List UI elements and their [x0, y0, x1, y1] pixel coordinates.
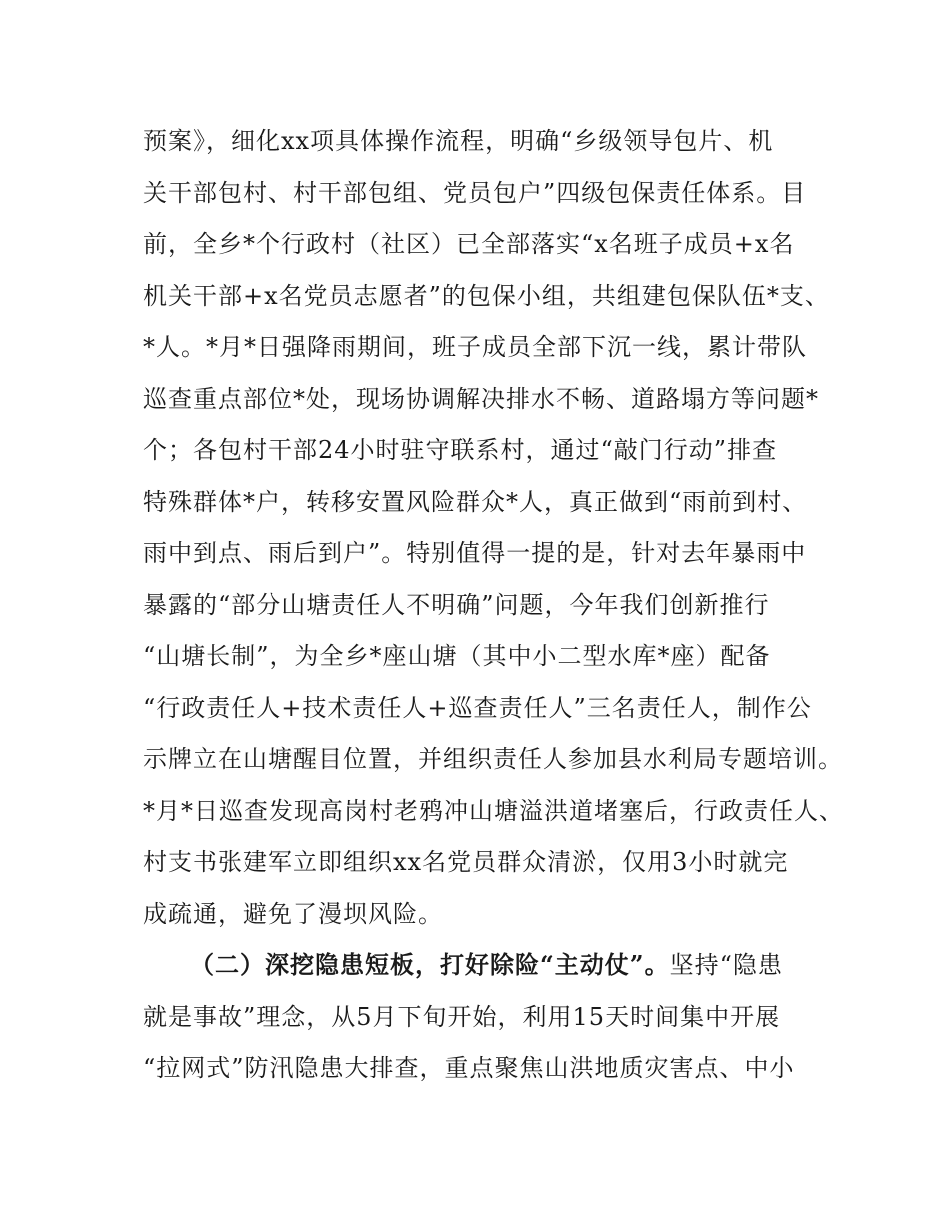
text-line: 预案》，细化xx项具体操作流程，明确“乡级领导包片、机 [143, 127, 774, 155]
text-line: 特殊群体*户，转移安置风险群众*人，真正做到“雨前到村、 [143, 488, 808, 516]
text-line: “山塘长制”，为全乡*座山塘（其中小二型水库*座）配备 [143, 642, 771, 670]
text-line: 示牌立在山塘醒目位置，并组织责任人参加县水利局专题培训。 [143, 745, 843, 773]
text-line: 就是事故”理念，从5月下旬开始，利用15天时间集中开展 [143, 1003, 781, 1031]
text-line: 个；各包村干部24小时驻守联系村，通过“敲门行动”排查 [143, 436, 778, 464]
text-line: *月*日巡查发现高岗村老鸦冲山塘溢洪道堵塞后，行政责任人、 [143, 797, 844, 825]
text-line: 巡查重点部位*处，现场协调解决排水不畅、道路塌方等问题* [143, 385, 819, 413]
text-line: 机关干部+x名党员志愿者”的包保小组，共组建包保队伍*支、 [143, 282, 830, 310]
text-line: “行政责任人+技术责任人+巡查责任人”三名责任人，制作公 [143, 694, 812, 722]
text-line: 暴露的“部分山塘责任人不明确”问题，今年我们创新推行 [143, 591, 770, 619]
text-line: *人。*月*日强降雨期间，班子成员全部下沉一线，累计带队 [143, 333, 807, 361]
text-line: 村支书张建军立即组织xx名党员群众清淤，仅用3小时就完 [143, 848, 789, 876]
text-line: 前，全乡*个行政村（社区）已全部落实“x名班子成员+x名 [143, 230, 795, 258]
text-line: 关干部包村、村干部包组、党员包户”四级包保责任体系。目 [143, 179, 807, 207]
section-heading: （二）深挖隐患短板，打好除险“主动仗”。 [190, 950, 670, 979]
text-line: “拉网式”防汛隐患大排查，重点聚焦山洪地质灾害点、中小 [143, 1054, 795, 1082]
text-line: 雨中到点、雨后到户”。特别值得一提的是，针对去年暴雨中 [143, 539, 807, 567]
section-heading-line [190, 945, 850, 985]
text-line: 成疏通，避免了漫坝风险。 [143, 900, 443, 928]
text-fragment: 坚持“隐患 [669, 951, 783, 979]
